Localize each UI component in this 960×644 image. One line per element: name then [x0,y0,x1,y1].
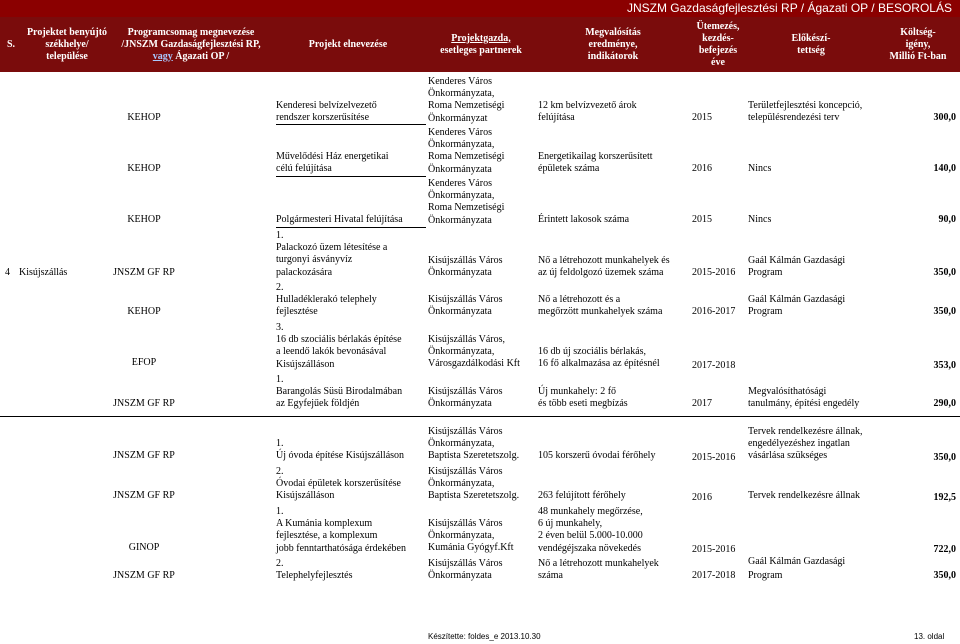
divider [276,124,426,125]
elokeszites-cell: Gaál Kálmán Gazdasági Program [748,255,846,279]
projekt-cell: 1. A Kumánia komplexum fejlesztése, a komplexum jobb fenntarthatósága érdekében [276,506,406,554]
footer-author: Készítette: foldes_e 2013.10.30 [428,632,541,641]
window-title: JNSZM Gazdaságfejlesztési RP / Ágazati OP / BESOROLÁS [626,1,952,15]
projekt-cell: Polgármesteri Hivatal felújítása [276,214,403,225]
eredmeny-cell: 263 felújított férőhely [538,490,626,501]
row-number: 4 [5,267,10,278]
program-cell: JNSZM GF RP [113,398,175,409]
elokeszites-cell: Tervek rendelkezésre állnak, engedélyezéshez ingatlan vásárlása szükséges [748,426,863,462]
koltseg-cell: 300,0 [933,112,956,123]
eredmeny-cell: Nő a létrehozott munkahelyek száma [538,558,659,582]
elokeszites-cell: Program [748,570,783,581]
program-cell: GINOP [128,542,160,553]
koltseg-cell: 90,0 [938,214,956,225]
header-projektgazda: Projektgazda, esetleges partnerek [440,32,522,56]
elokeszites-cell: Tervek rendelkezésre állnak [748,490,861,501]
projekt-cell: 2. Hulladéklerakó telephely fejlesztése [276,282,377,318]
ev-cell: 2015-2016 [692,544,736,555]
ev-cell: 2016 [692,163,712,174]
ev-cell: 2017-2018 [692,360,736,371]
eredmeny-cell: 105 korszerű óvodai férőhely [538,450,656,461]
program-cell: JNSZM GF RP [113,490,175,501]
header-link-vagy[interactable]: vagy [152,50,173,62]
gazda-cell: Kenderes Város Önkormányzata, Roma Nemzetiségi Önkormányzata [428,127,505,175]
window-title-bar [0,0,960,17]
gazda-cell: Kisújszállás Város Önkormányzata [428,294,503,318]
header-projekt: Projekt elnevezése [308,38,388,50]
gazda-cell: Kisújszállás Város Önkormányzata [428,386,503,410]
koltseg-cell: 350,0 [933,570,956,581]
program-cell: KEHOP [127,214,161,225]
header-programcsomag: Programcsomag megnevezése /JNSZM Gazdaságfejlesztési RP, vagy Ágazati OP / [121,26,261,62]
eredmeny-cell: Új munkahely: 2 fő és több eseti megbízás [538,386,628,410]
program-cell: JNSZM GF RP [113,570,175,581]
elokeszites-cell: Megvalósíthatósági tanulmány, építési engedély [748,386,860,410]
projekt-cell: 3. 16 db szociális bérlakás építése a leendő lakók bevonásával Kisújszálláson [276,322,402,370]
program-cell: JNSZM GF RP [113,267,175,278]
koltseg-cell: 353,0 [933,360,956,371]
gazda-cell: Kenderes Város Önkormányzata, Roma Nemzetiségi Önkormányzat [428,76,505,124]
gazda-cell: Kisújszállás Város, Önkormányzata, Városgazdálkodási Kft [428,334,520,370]
projekt-cell: 2. Telephelyfejlesztés [276,558,353,582]
projekt-cell: Művelődési Ház energetikai célú felújítása [276,151,389,175]
projekt-cell: 1. Barangolás Süsü Birodalmában az Egyfejűek földjén [276,374,403,410]
ev-cell: 2016 [692,492,712,503]
projekt-cell: 1. Új óvoda építése Kisújszálláson [276,438,405,462]
header-elokeszitettseg: Előkészí- tettség [791,32,831,56]
ev-cell: 2015-2016 [692,452,736,463]
eredmeny-cell: 16 db új szociális bérlakás, 16 fő alkalmazása az építésnél [538,346,660,370]
elokeszites-cell: Nincs [748,163,772,174]
koltseg-cell: 722,0 [933,544,956,555]
gazda-cell: Kisújszállás Város Önkormányzata [428,255,503,279]
gazda-cell: Kisújszállás Város Önkormányzata [428,558,503,582]
gazda-cell: Kisújszállás Város Önkormányzata, Kumánia Gyógyf.Kft [428,518,514,554]
gazda-cell: Kenderes Város Önkormányzata, Roma Nemzetiségi Önkormányzata [428,178,505,226]
eredmeny-cell: 48 munkahely megőrzése, 6 új munkahely, 2 éven belül 5.000-10.000 vendégéjszaka növekedés [538,506,643,554]
program-cell: EFOP [131,357,157,368]
header-sorszam: S. [6,38,16,50]
header-megvalositas: Megvalósítás eredménye, indikátorok [585,26,641,62]
header-benyujto: Projektet benyújtó székhelye/ települése [26,26,108,62]
header-koltseg: Költség- igény, Millió Ft-ban [889,26,947,62]
ev-cell: 2016-2017 [692,306,736,317]
program-cell: KEHOP [127,112,161,123]
koltseg-cell: 290,0 [933,398,956,409]
program-cell: KEHOP [127,306,161,317]
projekt-cell: 1. Palackozó üzem létesítése a turgonyi ásványvíz palackozására [276,230,388,278]
ev-cell: 2017 [692,398,712,409]
elokeszites-cell: Gaál Kálmán Gazdasági [748,556,846,567]
projekt-cell: Kenderesi belvízelvezető rendszer korszerűsítése [276,100,377,124]
koltseg-cell: 140,0 [933,163,956,174]
koltseg-cell: 350,0 [933,452,956,463]
eredmeny-cell: Energetikailag korszerűsített épületek száma [538,151,653,175]
eredmeny-cell: Nő a létrehozott és a megőrzött munkahelyek száma [538,294,663,318]
gazda-cell: Kisújszállás Város Önkormányzata, Baptista Szeretetszolg. [428,466,520,502]
eredmeny-cell: Érintett lakosok száma [538,214,630,225]
projekt-cell: 2. Óvodai épületek korszerűsítése Kisújszálláson [276,466,401,502]
eredmeny-cell: Nő a létrehozott munkahelyek és az új feldolgozó üzemek száma [538,255,670,279]
eredmeny-cell: 12 km belvízvezető árok felújítása [538,100,637,124]
koltseg-cell: 192,5 [933,492,956,503]
divider [276,227,426,228]
table-divider [0,416,960,417]
elokeszites-cell: Gaál Kálmán Gazdasági Program [748,294,846,318]
ev-cell: 2017-2018 [692,570,736,581]
gazda-cell: Kisújszállás Város Önkormányzata, Baptista Szeretetszolg. [428,426,520,462]
ev-cell: 2015 [692,112,712,123]
ev-cell: 2015-2016 [692,267,736,278]
row-settlement: Kisújszállás [19,267,68,278]
divider [276,176,426,177]
ev-cell: 2015 [692,214,712,225]
footer-page-number: 13. oldal [914,632,945,641]
koltseg-cell: 350,0 [933,306,956,317]
header-utemezes: Ütemezés, kezdés- befejezés éve [696,20,740,68]
program-cell: JNSZM GF RP [113,450,175,461]
program-cell: KEHOP [127,163,161,174]
elokeszites-cell: Nincs [748,214,772,225]
koltseg-cell: 350,0 [933,267,956,278]
elokeszites-cell: Területfejlesztési koncepció, településrendezési terv [748,100,863,124]
